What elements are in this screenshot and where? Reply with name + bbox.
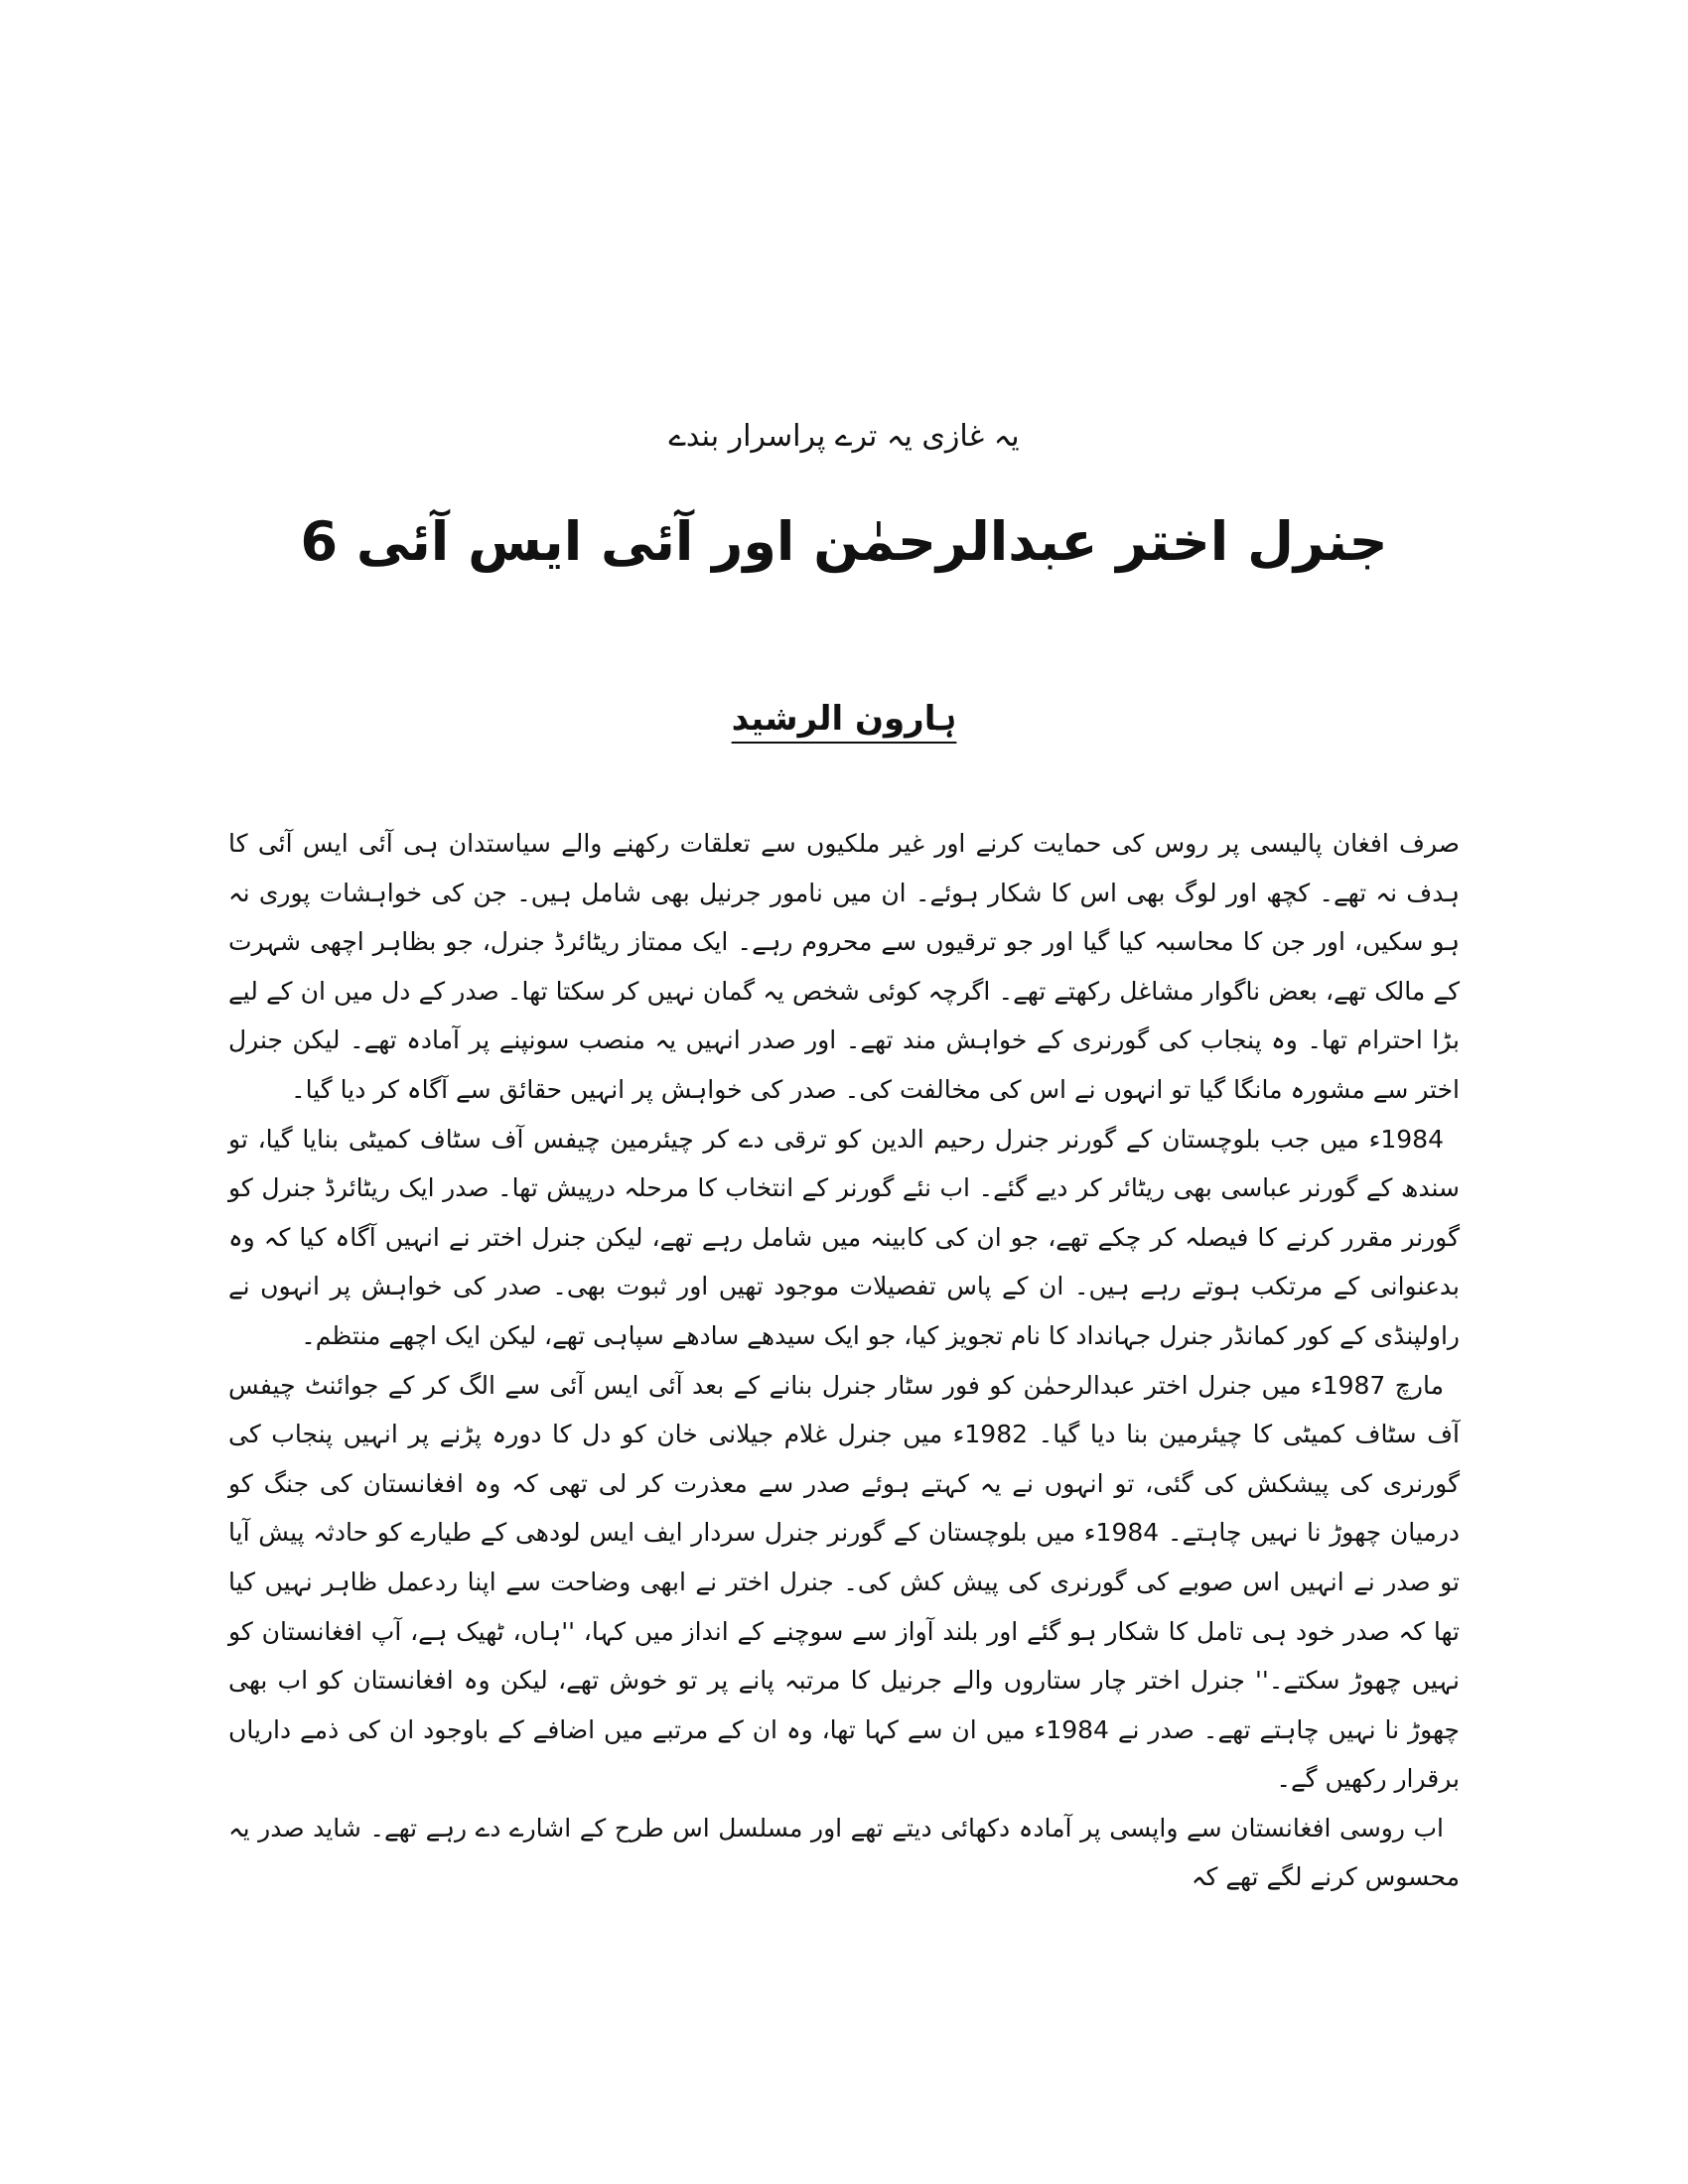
author-name: ہارون الرشید <box>731 699 957 739</box>
article-body <box>228 819 1460 1902</box>
paragraph-2: 1984ء میں جب بلوچستان کے گورنر جنرل رحیم الدین کو ترقی دے کر چیئرمین چیفس آف سٹاف کمیٹی بنایا گیا، تو سندھ کے گورنر عباسی بھی ریٹائر کر دیے گئے۔ اب نئے گورنر کے انتخاب کا مرحلہ درپیش تھا۔ صدر ایک ریٹائرڈ جنرل کو گورنر مقرر کرنے کا فیصلہ کر چکے تھے، جو ان کی کابینہ میں شامل رہے تھے، لیکن جنرل اختر نے انہیں آگاہ کیا کہ وہ بدعنوانی کے مرتکب ہوتے رہے ہیں۔ ان کے پاس تفصیلات موجود تھیں اور ثبوت بھی۔ صدر کی خواہش پر انہوں نے راولپنڈی کے کور کمانڈر جنرل جہانداد کا نام تجویز کیا، جو ایک سیدھے سادھے سپاہی تھے، لیکن ایک اچھے منتظم۔ <box>228 1124 1460 1350</box>
paragraph-1: صرف افغان پالیسی پر روس کی حمایت کرنے اور غیر ملکیوں سے تعلقات رکھنے والے سیاستدان ہی آئی ایس آئی کا ہدف نہ تھے۔ کچھ اور لوگ بھی اس کا شکار ہوئے۔ ان میں نامور جرنیل بھی شامل ہیں۔ جن کی خواہشات پوری نہ ہو سکیں، اور جن کا محاسبہ کیا گیا اور جو ترقیوں سے محروم رہے۔ ایک ممتاز ریٹائرڈ جنرل، جو بظاہر اچھی شہرت کے مالک تھے، بعض ناگوار مشاغل رکھتے تھے۔ اگرچہ کوئی شخص یہ گمان نہیں کر سکتا تھا۔ صدر کے دل میں ان کے لیے بڑا احترام تھا۔ وہ پنجاب کی گورنری کے خواہش مند تھے۔ اور صدر انہیں یہ منصب سونپنے پر آمادہ تھے۔ لیکن جنرل اختر سے مشورہ مانگا گیا تو انہوں نے اس کی مخالفت کی۔ صدر کی خواہش پر انہیں حقائق سے آگاہ کر دیا گیا۔ <box>228 829 1460 1104</box>
paragraph-3: مارچ 1987ء میں جنرل اختر عبدالرحمٰن کو فور سٹار جنرل بنانے کے بعد آئی ایس آئی سے الگ کر کے جوائنٹ چیفس آف سٹاف کمیٹی کا چیئرمین بنا دیا گیا۔ 1982ء میں جنرل غلام جیلانی خان کو دل کا دورہ پڑنے پر انہیں پنجاب کی گورنری کی پیشکش کی گئی، تو انہوں نے یہ کہتے ہوئے صدر سے معذرت کر لی تھی کہ وہ افغانستان کی جنگ کو درمیان چھوڑ نا نہیں چاہتے۔ 1984ء میں بلوچستان کے گورنر جنرل سردار ایف ایس لودھی کے طیارے کو حادثہ پیش آیا تو صدر نے انہیں اس صوبے کی گورنری کی پیش کش کی۔ جنرل اختر نے ابھی وضاحت سے اپنا ردعمل ظاہر نہیں کیا تھا کہ صدر خود ہی تامل کا شکار ہو گئے اور بلند آواز سے سوچنے کے انداز میں کہا، ''ہاں، ٹھیک ہے، آپ افغانستان کو نہیں چھوڑ سکتے۔'' جنرل اختر چار ستاروں والے جرنیل کا مرتبہ پانے پر تو خوش تھے، لیکن وہ افغانستان کو اب بھی چھوڑ نا نہیں چاہتے تھے۔ صدر نے 1984ء میں ان سے کہا تھا، وہ ان کے مرتبے میں اضافے کے باوجود ان کی ذمے داریاں برقرار رکھیں گے۔ <box>228 1370 1460 1794</box>
series-kicker: یہ غازی یہ ترے پراسرار بندے <box>668 419 1020 454</box>
author-line <box>0 695 1688 743</box>
chapter-title: جنرل اختر عبدالرحمٰن اور آئی ایس آئی 6 <box>300 510 1388 573</box>
paragraph-4: اب روسی افغانستان سے واپسی پر آمادہ دکھائی دیتے تھے اور مسلسل اس طرح کے اشارے دے رہے تھے۔ شاید صدر یہ محسوس کرنے لگے تھے کہ <box>228 1813 1460 1892</box>
